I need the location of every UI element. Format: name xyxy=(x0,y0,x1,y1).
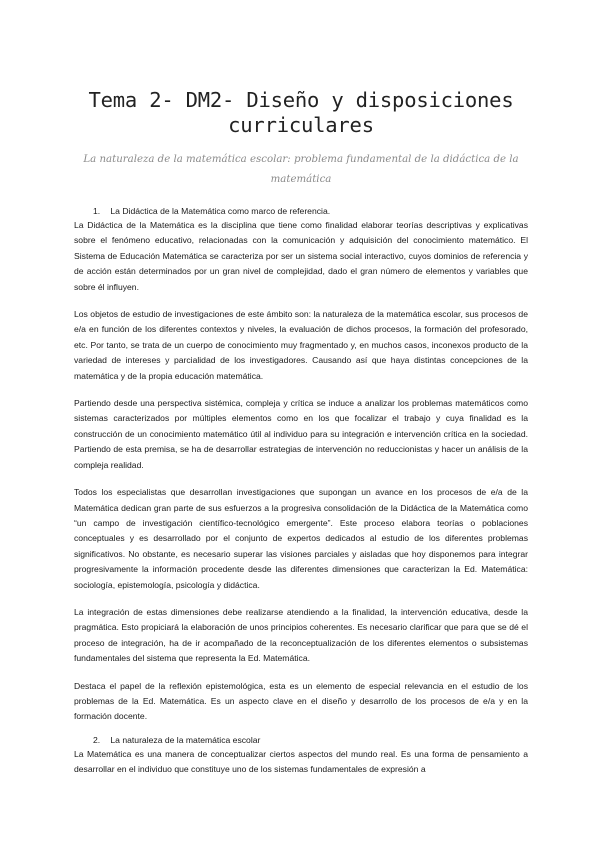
section-heading xyxy=(74,733,528,747)
section-heading-text: La naturaleza de la matemática escolar xyxy=(110,734,261,745)
section-number: 2. xyxy=(93,734,101,745)
paragraph: La Didáctica de la Matemática es la disciplina que tiene como finalidad elaborar teorías descriptivas y explicativas sobre el fenómeno educativo, relacionadas con la comunicación y adquisición del conocimiento matemático. El Sistema de Educación Matemática se caracteriza por ser un sistema social interactivo, cuyos dominios de referencia y de acción están determinados por un gran nivel de complejidad, dado el gran número de elementos y variables que sobre él influyen. xyxy=(74,220,528,292)
paragraph: La integración de estas dimensiones debe realizarse atendiendo a la finalidad, la intervención educativa, desde la pragmática. Esto propiciará la elaboración de unos principios coherentes. Es necesario clarificar que para que se dé el proceso de integración, ha de ir acompañado de la reconceptualización de los diferentes elementos o subsistemas fundamentales del sistema que representa la Ed. Matemática. xyxy=(74,606,528,664)
paragraph: Los objetos de estudio de investigaciones de este ámbito son: la naturaleza de la matemática escolar, sus procesos de e/a en función de los diferentes contextos y niveles, la evaluación de dichos procesos, la formación del profesorado, etc. Por tanto, se trata de un cuerpo de conocimiento muy fragmentado y, en muchos casos, inconexos producto de la variedad de intereses y parcialidad de los investigadores. Causando así que haya distintas concepciones de la matemática y de la propia educación matemática. xyxy=(74,309,528,381)
section-heading-text: La Didáctica de la Matemática como marco de referencia. xyxy=(110,206,331,216)
paragraph: La Matemática es una manera de conceptualizar ciertos aspectos del mundo real. Es una forma de pensamiento a desarrollar en el individuo que constituye uno de los sistemas fundamentales de expresión a xyxy=(74,748,528,775)
section-number: 1. xyxy=(93,206,101,216)
section-heading xyxy=(74,204,528,218)
paragraph: Destaca el papel de la reflexión epistemológica, esta es un elemento de especial relevancia en el estudio de los problemas de la Ed. Matemática. Es un aspecto clave en el diseño y desarrollo de los procesos de e/a y en la formación docente. xyxy=(74,680,528,722)
paragraph: Todos los especialistas que desarrollan investigaciones que supongan un avance en los procesos de e/a de la Matemática dedican gran parte de sus esfuerzos a la progresiva consolidación de la Didáctica de la Matemática como “un campo de investigación científico-tecnológico emergente”. Este proceso elabora teorías o poblaciones conceptuales y es desarrollado por el conjunto de expertos dedicados al estudio de los diferentes problemas significativos. No obstante, es necesario superar las visiones parciales y aisladas que hoy disponemos para integrar progresivamente la información procedente desde las diferentes dimensiones que caracterizan la Ed. Matemática: sociología, epistemología, psicología y didáctica. xyxy=(74,487,528,590)
paragraph: Partiendo desde una perspectiva sistémica, compleja y crítica se induce a analizar los problemas matemáticos como sistemas caracterizados por múltiples elementos como en los que focalizar el trabajo y cuya finalidad es la construcción de un conocimiento matemático útil al individuo para su integración e intervención crítica en la sociedad. Partiendo de esta premisa, se ha de desarrollar estrategias de intervención no reduccionistas y hacer un análisis de la compleja realidad. xyxy=(74,398,528,470)
page-title: Tema 2- DM2- Diseño y disposiciones curriculares xyxy=(88,88,514,137)
page-subtitle: La naturaleza de la matemática escolar: problema fundamental de la didáctica de la matemática xyxy=(83,154,519,185)
